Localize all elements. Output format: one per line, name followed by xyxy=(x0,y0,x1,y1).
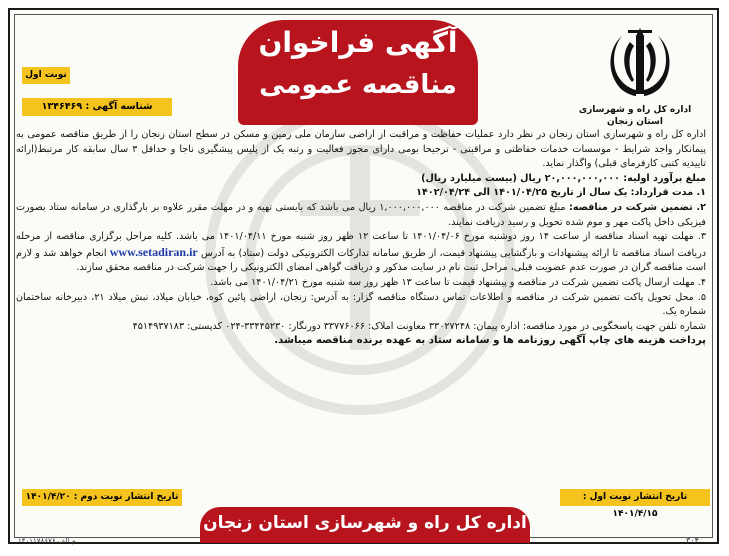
page-code: ۳۰۴ xyxy=(686,536,699,545)
documents-text-b: انجام خواهد شد و لازم است مناقصه گران در صورت عدم عضویت قبلی، مراحل ثبت نام در سایت مذکور و دریافت گواهی امضای الکترونیکی را جهت شرکت در مناقصه محقق سازند. xyxy=(16,247,706,274)
guarantee-label: ۲. تضمین شرکت در مناقصه: xyxy=(569,201,706,213)
second-publish-date: تاریخ انتشار نوبت دوم : ۱۴۰۱/۴/۲۰ xyxy=(22,489,182,506)
round-badge: نوبت اول xyxy=(22,67,70,84)
page-title: آگهی فراخوان xyxy=(258,26,458,59)
phones-paragraph: شماره تلفن جهت پاسخگویی در مورد مناقصه: اداره پیمان: ۳۳۰۲۷۲۴۸ معاونت املاک: ۳۳۷۷۶۰۶۶ دورنگار: ۳۳۴۴۵۲۳۰-۰۲۴ کدپستی: ۴۵۱۴۹۳۷۱۸۳ xyxy=(132,320,706,332)
documents-paragraph xyxy=(16,230,706,276)
deadline-paragraph: ۴. مهلت ارسال پاکت تضمین شرکت در مناقصه و پیشنهاد قیمت تا ساعت ۱۳ ظهر روز سه شنبه مورخ ۱۴۰۱/۰۴/۲۱ می باشد. xyxy=(210,276,706,288)
footer-org-name: اداره کل راه و شهرسازی استان زنجان xyxy=(203,513,527,533)
address-paragraph: ۵. محل تحویل پاکت تضمین شرکت در مناقصه و اطلاعات تماس دستگاه مناقصه گزار: به آدرس: زنجان، اراضی پائین کوه، خیابان میلاد، نبش میلاد ۲۱، دبیرخانه ساختمان شماره یک. xyxy=(16,291,707,318)
org-name-line1: اداره کل راه و شهرسازی xyxy=(578,105,692,115)
org-name-line2: استان زنجان xyxy=(607,117,663,127)
contract-duration: ۱. مدت قرارداد: یک سال از تاریخ ۱۴۰۱/۰۴/۲۵ الی ۱۴۰۲/۰۴/۲۴ xyxy=(416,187,706,199)
org-name-small xyxy=(560,104,710,128)
intro-paragraph: اداره کل راه و شهرسازی استان زنجان در نظر دارد عملیات حفاظت و مراقبت از اراضی سازمان ملی زمین و مسکن در سطح استان زنجان را از طریق مناقصه عمومی به پیمانکار واجد شرایط - موسسات خدمات حفاظتی و مراقبتی - ترجیحا بومی دارای مجوز فعالیت و رتبه یک از پلیس پیشگیری ناجا و حداقل ۳ سال سابقه کار مرتبط(ارائه تاییدیه کتبی کارفرمای قبلی) واگذار نماید. xyxy=(16,129,706,170)
guarantee-paragraph xyxy=(16,201,706,230)
ad-body xyxy=(16,128,706,349)
summary-line: پرداخت هزینه های چاپ آگهی روزنامه ها و سامانه ستاد به عهده برنده مناقصه میباشد. xyxy=(274,335,706,347)
ad-id-badge: شناسه آگهی : ۱۳۴۶۴۶۹ xyxy=(22,98,172,116)
page-subtitle: مناقصه عمومی xyxy=(259,70,457,100)
setad-link[interactable]: www.setadiran.ir xyxy=(109,244,198,259)
first-publish-date: تاریخ انتشار نوبت اول : ۱۴۰۱/۴/۱۵ xyxy=(560,489,710,506)
ad-code: م.الف ۱۴۰۱۱۷۸۶۷۶ xyxy=(18,537,76,545)
documents-text-a: ۳. مهلت تهیه اسناد مناقصه از ساعت ۱۴ روز دوشنبه مورخ ۱۴۰۱/۰۴/۰۶ تا ساعت ۱۲ ظهر روز شنبه مورخ ۱۴۰۱/۰۴/۱۱ می باشد. کلیه مراحل برگزاری مناقصه از مرحله دریافت اسناد مناقصه تا ارائه پیشنهادات و بازگشایی پیشنهاد قیمت، از طریق سامانه تدارکات الکترونیکی دولت (ستاد) به آدرس xyxy=(16,231,706,259)
estimate-line: مبلغ برآورد اولیه: ۲۰,۰۰۰,۰۰۰,۰۰۰ ریال (بیست میلیارد ریال) xyxy=(421,172,706,184)
iran-emblem-icon xyxy=(592,24,688,102)
guarantee-text: مبلغ تضمین شرکت در مناقصه ۱,۰۰۰,۰۰۰,۰۰۰ ریال می باشد که بایستی تهیه و در مهلت مقرر علاوه بر بارگذاری در سامانه ستاد بصورت فیزیکی داخل پاکت مهر و موم شده تحویل و رسید دریافت نمایند. xyxy=(16,201,706,228)
